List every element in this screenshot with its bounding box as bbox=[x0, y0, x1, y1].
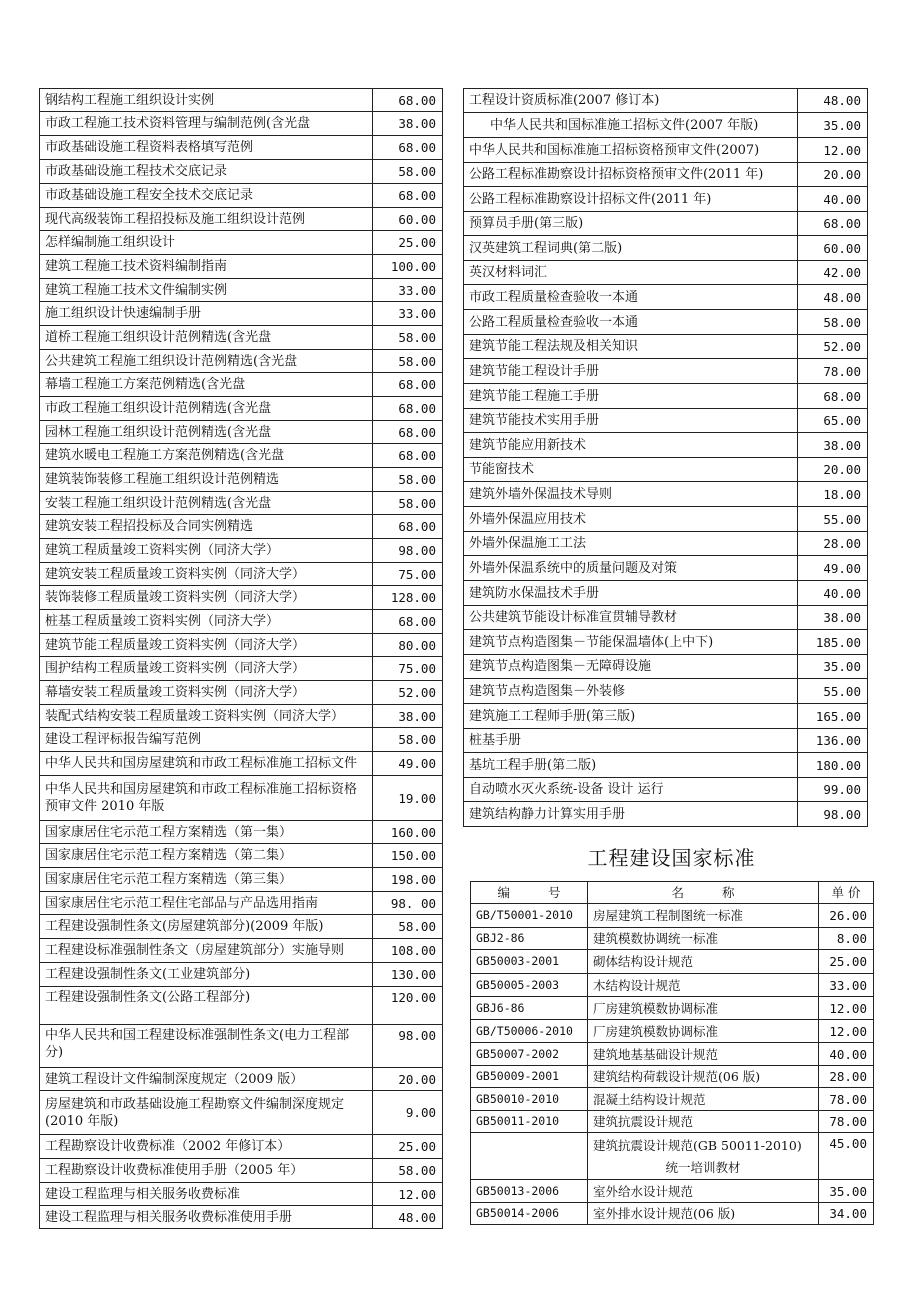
book-price: 180.00 bbox=[798, 753, 868, 778]
standard-row bbox=[471, 1203, 874, 1225]
book-price: 40.00 bbox=[798, 187, 868, 212]
standard-name: 木结构设计规范 bbox=[588, 974, 819, 997]
table-row bbox=[40, 1183, 443, 1206]
book-title: 基坑工程手册(第二版) bbox=[464, 753, 798, 778]
standard-code: GB50014-2006 bbox=[471, 1203, 588, 1225]
table-row bbox=[464, 310, 868, 335]
book-title: 装配式结构安装工程质量竣工资料实例（同济大学） bbox=[40, 705, 373, 728]
table-row bbox=[40, 728, 443, 752]
book-title: 公共建筑工程施工组织设计范例精选(含光盘 bbox=[40, 350, 373, 373]
table-row bbox=[40, 89, 443, 112]
book-title: 市政工程施工技术资料管理与编制范例(含光盘 bbox=[40, 112, 373, 136]
book-price: 38.00 bbox=[798, 606, 868, 630]
book-price: 58.00 bbox=[373, 1159, 443, 1183]
book-title: 建筑节点构造图集－无障碍设施 bbox=[464, 655, 798, 679]
book-price: 18.00 bbox=[798, 482, 868, 507]
standards-table-body bbox=[471, 882, 874, 1225]
standard-name bbox=[588, 1133, 819, 1180]
book-title: 中华人民共和国标准施工招标文件(2007 年版) bbox=[464, 113, 798, 138]
table-row bbox=[40, 868, 443, 892]
book-title: 建筑节能应用新技术 bbox=[464, 433, 798, 458]
standard-row bbox=[471, 1111, 874, 1133]
table-row bbox=[464, 138, 868, 163]
book-title: 中华人民共和国标准施工招标资格预审文件(2007) bbox=[464, 138, 798, 163]
book-title: 公路工程标准勘察设计招标文件(2011 年) bbox=[464, 187, 798, 212]
book-title: 工程建设强制性条文(房屋建筑部分)(2009 年版) bbox=[40, 915, 373, 939]
book-price: 20.00 bbox=[798, 163, 868, 187]
table-row bbox=[40, 1206, 443, 1229]
standard-code: GB/T50006-2010 bbox=[471, 1020, 588, 1043]
book-price: 165.00 bbox=[798, 704, 868, 729]
table-row bbox=[40, 1159, 443, 1183]
left-table-body bbox=[40, 89, 443, 1229]
book-price: 98.00 bbox=[798, 802, 868, 827]
table-row bbox=[464, 507, 868, 532]
book-title: 桩基手册 bbox=[464, 729, 798, 753]
table-row bbox=[40, 892, 443, 915]
book-price: 52.00 bbox=[373, 681, 443, 705]
table-row bbox=[40, 586, 443, 610]
table-row bbox=[40, 939, 443, 963]
table-row bbox=[464, 532, 868, 556]
book-title: 建筑工程设计文件编制深度规定（2009 版） bbox=[40, 1068, 373, 1091]
table-row bbox=[40, 987, 443, 1025]
book-title: 外墙外保温系统中的质量问题及对策 bbox=[464, 556, 798, 581]
standard-name: 建筑抗震设计规范 bbox=[588, 1111, 819, 1133]
book-title: 预算员手册(第三版) bbox=[464, 212, 798, 236]
book-price: 198.00 bbox=[373, 868, 443, 892]
standard-name-line2: 统一培训教材 bbox=[665, 1160, 741, 1175]
book-title: 建筑防水保温技术手册 bbox=[464, 581, 798, 606]
book-title: 建筑安装工程质量竣工资料实例（同济大学） bbox=[40, 563, 373, 586]
book-price: 35.00 bbox=[798, 655, 868, 679]
standard-name: 房屋建筑工程制图统一标准 bbox=[588, 904, 819, 928]
standard-row bbox=[471, 1088, 874, 1111]
standard-name: 厂房建筑模数协调标准 bbox=[588, 1020, 819, 1043]
standard-price: 35.00 bbox=[819, 1180, 874, 1203]
book-price: 120.00 bbox=[373, 987, 443, 1025]
standard-row bbox=[471, 1066, 874, 1088]
right-book-price-table bbox=[463, 88, 868, 827]
book-price: 20.00 bbox=[373, 1068, 443, 1091]
book-price: 48.00 bbox=[798, 89, 868, 113]
book-price: 68.00 bbox=[373, 444, 443, 468]
standard-row bbox=[471, 1043, 874, 1066]
standard-code: GBJ2-86 bbox=[471, 928, 588, 950]
standard-row bbox=[471, 928, 874, 950]
standard-price: 78.00 bbox=[819, 1111, 874, 1133]
book-title: 中华人民共和国房屋建筑和市政工程标准施工招标文件 bbox=[40, 752, 373, 776]
header-price: 单 价 bbox=[819, 882, 874, 904]
book-price: 58.00 bbox=[373, 468, 443, 492]
table-row bbox=[40, 468, 443, 492]
table-row bbox=[464, 113, 868, 138]
table-row bbox=[40, 492, 443, 515]
book-title: 建筑水暖电工程施工方案范例精选(含光盘 bbox=[40, 444, 373, 468]
book-price: 58.00 bbox=[373, 350, 443, 373]
standard-price: 25.00 bbox=[819, 950, 874, 974]
book-title: 道桥工程施工组织设计范例精选(含光盘 bbox=[40, 326, 373, 350]
table-row bbox=[464, 679, 868, 704]
standard-name: 混凝土结构设计规范 bbox=[588, 1088, 819, 1111]
book-title: 国家康居住宅示范工程方案精选（第一集） bbox=[40, 821, 373, 844]
book-price: 58.00 bbox=[373, 160, 443, 184]
book-title: 现代高级装饰工程招投标及施工组织设计范例 bbox=[40, 208, 373, 231]
standard-name: 建筑模数协调统一标准 bbox=[588, 928, 819, 950]
book-title: 自动喷水灭火系统-设备 设计 运行 bbox=[464, 778, 798, 802]
table-row bbox=[40, 136, 443, 160]
book-price: 33.00 bbox=[373, 279, 443, 302]
table-row bbox=[464, 261, 868, 285]
book-price: 68.00 bbox=[373, 610, 443, 634]
book-price: 28.00 bbox=[798, 532, 868, 556]
national-standards-table bbox=[470, 881, 874, 1225]
book-title: 市政基础设施工程安全技术交底记录 bbox=[40, 184, 373, 208]
book-price: 68.00 bbox=[373, 136, 443, 160]
book-title: 中华人民共和国房屋建筑和市政工程标准施工招标资格预审文件 2010 年版 bbox=[40, 776, 373, 821]
book-price: 55.00 bbox=[798, 507, 868, 532]
book-price: 58.00 bbox=[373, 728, 443, 752]
table-row bbox=[464, 458, 868, 482]
book-price: 58.00 bbox=[798, 310, 868, 335]
table-row bbox=[40, 421, 443, 444]
book-price: 20.00 bbox=[798, 458, 868, 482]
table-row bbox=[40, 160, 443, 184]
book-price: 60.00 bbox=[373, 208, 443, 231]
table-row bbox=[464, 163, 868, 187]
table-row bbox=[40, 705, 443, 728]
table-row bbox=[464, 655, 868, 679]
book-price: 38.00 bbox=[373, 705, 443, 728]
book-title: 工程勘察设计收费标准（2002 年修订本） bbox=[40, 1135, 373, 1159]
book-title: 建筑结构静力计算实用手册 bbox=[464, 802, 798, 827]
book-title: 工程建设标准强制性条文（房屋建筑部分）实施导则 bbox=[40, 939, 373, 963]
book-title: 节能窗技术 bbox=[464, 458, 798, 482]
book-price: 58.00 bbox=[373, 326, 443, 350]
book-price: 58.00 bbox=[373, 915, 443, 939]
standard-name: 建筑结构荷载设计规范(06 版) bbox=[588, 1066, 819, 1088]
book-title: 安装工程施工组织设计范例精选(含光盘 bbox=[40, 492, 373, 515]
book-title: 建设工程监理与相关服务收费标准 bbox=[40, 1183, 373, 1206]
table-row bbox=[464, 482, 868, 507]
table-row bbox=[40, 634, 443, 657]
book-title: 国家康居住宅示范工程住宅部品与产品选用指南 bbox=[40, 892, 373, 915]
book-title: 中华人民共和国工程建设标准强制性条文(电力工程部分) bbox=[40, 1025, 373, 1068]
table-row bbox=[464, 212, 868, 236]
book-title: 国家康居住宅示范工程方案精选（第三集） bbox=[40, 868, 373, 892]
standard-price: 45.00 bbox=[819, 1133, 874, 1180]
standard-row bbox=[471, 1020, 874, 1043]
standard-code: GB50010-2010 bbox=[471, 1088, 588, 1111]
table-row bbox=[464, 285, 868, 310]
book-price: 75.00 bbox=[373, 657, 443, 681]
book-price: 49.00 bbox=[798, 556, 868, 581]
table-row bbox=[40, 279, 443, 302]
book-price: 12.00 bbox=[798, 138, 868, 163]
book-price: 75.00 bbox=[373, 563, 443, 586]
book-title: 国家康居住宅示范工程方案精选（第二集） bbox=[40, 844, 373, 868]
book-price: 68.00 bbox=[373, 397, 443, 421]
book-price: 25.00 bbox=[373, 1135, 443, 1159]
table-row bbox=[40, 373, 443, 397]
book-title: 建筑节能工程设计手册 bbox=[464, 359, 798, 384]
book-price: 9.00 bbox=[373, 1091, 443, 1135]
standard-name: 室外给水设计规范 bbox=[588, 1180, 819, 1203]
standard-price: 40.00 bbox=[819, 1043, 874, 1066]
table-row bbox=[40, 326, 443, 350]
book-price: 40.00 bbox=[798, 581, 868, 606]
book-price: 12.00 bbox=[373, 1183, 443, 1206]
table-row bbox=[464, 778, 868, 802]
book-price: 130.00 bbox=[373, 963, 443, 987]
table-row bbox=[40, 1135, 443, 1159]
standard-row bbox=[471, 1180, 874, 1203]
standard-price: 34.00 bbox=[819, 1203, 874, 1225]
table-row bbox=[40, 821, 443, 844]
table-row bbox=[464, 753, 868, 778]
standard-code: GBJ6-86 bbox=[471, 997, 588, 1020]
book-title: 建筑工程施工技术资料编制指南 bbox=[40, 255, 373, 279]
standard-name: 室外排水设计规范(06 版) bbox=[588, 1203, 819, 1225]
book-price: 78.00 bbox=[798, 359, 868, 384]
standard-row bbox=[471, 1133, 874, 1180]
book-title: 市政工程质量检查验收一本通 bbox=[464, 285, 798, 310]
book-price: 98.00 bbox=[373, 539, 443, 563]
book-price: 185.00 bbox=[798, 630, 868, 655]
book-title: 建筑工程质量竣工资料实例（同济大学） bbox=[40, 539, 373, 563]
table-row bbox=[40, 844, 443, 868]
book-price: 48.00 bbox=[373, 1206, 443, 1229]
book-title: 建筑节点构造图集－外装修 bbox=[464, 679, 798, 704]
book-price: 35.00 bbox=[798, 113, 868, 138]
standard-price: 78.00 bbox=[819, 1088, 874, 1111]
book-title: 建筑节能工程施工手册 bbox=[464, 384, 798, 409]
table-row bbox=[464, 581, 868, 606]
standard-code bbox=[471, 1133, 588, 1180]
table-row bbox=[464, 630, 868, 655]
book-price: 42.00 bbox=[798, 261, 868, 285]
book-price: 108.00 bbox=[373, 939, 443, 963]
book-price: 160.00 bbox=[373, 821, 443, 844]
book-title: 公路工程质量检查验收一本通 bbox=[464, 310, 798, 335]
book-price: 99.00 bbox=[798, 778, 868, 802]
standard-price: 26.00 bbox=[819, 904, 874, 928]
book-price: 19.00 bbox=[373, 776, 443, 821]
book-title: 建设工程监理与相关服务收费标准使用手册 bbox=[40, 1206, 373, 1229]
table-row bbox=[40, 563, 443, 586]
book-price: 58.00 bbox=[373, 492, 443, 515]
standards-section-title: 工程建设国家标准 bbox=[587, 846, 756, 870]
right-table-body bbox=[464, 89, 868, 827]
book-title: 建筑工程施工技术文件编制实例 bbox=[40, 279, 373, 302]
table-row bbox=[464, 704, 868, 729]
book-price: 65.00 bbox=[798, 409, 868, 433]
book-price: 68.00 bbox=[373, 515, 443, 539]
table-row bbox=[40, 963, 443, 987]
book-title: 幕墙工程施工方案范例精选(含光盘 bbox=[40, 373, 373, 397]
header-name: 名 称 bbox=[588, 882, 819, 904]
book-title: 公路工程标准勘察设计招标资格预审文件(2011 年) bbox=[464, 163, 798, 187]
table-row bbox=[464, 89, 868, 113]
book-price: 68.00 bbox=[373, 89, 443, 112]
book-price: 55.00 bbox=[798, 679, 868, 704]
table-row bbox=[40, 444, 443, 468]
standard-name: 砌体结构设计规范 bbox=[588, 950, 819, 974]
table-row bbox=[40, 255, 443, 279]
book-title: 装饰装修工程质量竣工资料实例（同济大学） bbox=[40, 586, 373, 610]
table-row bbox=[464, 433, 868, 458]
book-title: 公共建筑节能设计标准宣贯辅导教材 bbox=[464, 606, 798, 630]
standard-name: 厂房建筑模数协调标准 bbox=[588, 997, 819, 1020]
table-row bbox=[40, 208, 443, 231]
table-row bbox=[464, 556, 868, 581]
book-title: 外墙外保温施工工法 bbox=[464, 532, 798, 556]
book-price: 38.00 bbox=[373, 112, 443, 136]
book-title: 幕墙安装工程质量竣工资料实例（同济大学） bbox=[40, 681, 373, 705]
book-title: 建筑节能技术实用手册 bbox=[464, 409, 798, 433]
book-title: 建筑节能工程法规及相关知识 bbox=[464, 335, 798, 359]
book-price: 68.00 bbox=[373, 421, 443, 444]
table-row bbox=[464, 729, 868, 753]
header-code: 编 号 bbox=[471, 882, 588, 904]
standard-code: GB50005-2003 bbox=[471, 974, 588, 997]
standard-code: GB50009-2001 bbox=[471, 1066, 588, 1088]
book-price: 49.00 bbox=[373, 752, 443, 776]
book-title: 园林工程施工组织设计范例精选(含光盘 bbox=[40, 421, 373, 444]
table-row bbox=[464, 236, 868, 261]
book-title: 建筑外墙外保温技术导则 bbox=[464, 482, 798, 507]
book-title: 英汉材料词汇 bbox=[464, 261, 798, 285]
table-row bbox=[464, 802, 868, 827]
book-title: 钢结构工程施工组织设计实例 bbox=[40, 89, 373, 112]
standards-header-row bbox=[471, 882, 874, 904]
book-title: 桩基工程质量竣工资料实例（同济大学） bbox=[40, 610, 373, 634]
book-price: 80.00 bbox=[373, 634, 443, 657]
standard-price: 12.00 bbox=[819, 997, 874, 1020]
table-row bbox=[40, 231, 443, 255]
book-price: 100.00 bbox=[373, 255, 443, 279]
table-row bbox=[464, 359, 868, 384]
book-price: 68.00 bbox=[798, 212, 868, 236]
book-title: 建筑安装工程招投标及合同实例精选 bbox=[40, 515, 373, 539]
table-row bbox=[40, 776, 443, 821]
table-row bbox=[464, 409, 868, 433]
book-title: 建筑装饰装修工程施工组织设计范例精选 bbox=[40, 468, 373, 492]
table-row bbox=[40, 1025, 443, 1068]
book-price: 68.00 bbox=[373, 373, 443, 397]
book-price: 48.00 bbox=[798, 285, 868, 310]
standard-row bbox=[471, 974, 874, 997]
book-price: 150.00 bbox=[373, 844, 443, 868]
book-price: 60.00 bbox=[798, 236, 868, 261]
book-title: 汉英建筑工程词典(第二版) bbox=[464, 236, 798, 261]
book-title: 工程设计资质标准(2007 修订本) bbox=[464, 89, 798, 113]
table-row bbox=[40, 681, 443, 705]
table-row bbox=[40, 184, 443, 208]
book-title: 建设工程评标报告编写范例 bbox=[40, 728, 373, 752]
table-row bbox=[40, 915, 443, 939]
table-row bbox=[40, 657, 443, 681]
standard-price: 33.00 bbox=[819, 974, 874, 997]
standard-price: 12.00 bbox=[819, 1020, 874, 1043]
standard-code: GB/T50001-2010 bbox=[471, 904, 588, 928]
book-price: 98.00 bbox=[373, 1025, 443, 1068]
table-row bbox=[40, 752, 443, 776]
standard-name: 建筑地基基础设计规范 bbox=[588, 1043, 819, 1066]
table-row bbox=[40, 1068, 443, 1091]
book-title: 围护结构工程质量竣工资料实例（同济大学） bbox=[40, 657, 373, 681]
table-row bbox=[40, 302, 443, 326]
book-price: 128.00 bbox=[373, 586, 443, 610]
book-price: 33.00 bbox=[373, 302, 443, 326]
book-title: 施工组织设计快速编制手册 bbox=[40, 302, 373, 326]
standard-row bbox=[471, 904, 874, 928]
left-book-price-table bbox=[39, 88, 443, 1229]
standard-name-line1: 建筑抗震设计规范(GB 50011-2010) bbox=[593, 1138, 802, 1153]
standard-code: GB50013-2006 bbox=[471, 1180, 588, 1203]
book-title: 市政基础设施工程技术交底记录 bbox=[40, 160, 373, 184]
table-row bbox=[40, 112, 443, 136]
standard-code: GB50007-2002 bbox=[471, 1043, 588, 1066]
table-row bbox=[464, 384, 868, 409]
book-title: 工程建设强制性条文(工业建筑部分) bbox=[40, 963, 373, 987]
table-row bbox=[464, 606, 868, 630]
table-row bbox=[464, 335, 868, 359]
book-price: 68.00 bbox=[798, 384, 868, 409]
standard-row bbox=[471, 997, 874, 1020]
standard-row bbox=[471, 950, 874, 974]
book-price: 136.00 bbox=[798, 729, 868, 753]
book-title: 怎样编制施工组织设计 bbox=[40, 231, 373, 255]
book-price: 52.00 bbox=[798, 335, 868, 359]
table-row bbox=[40, 350, 443, 373]
standard-price: 28.00 bbox=[819, 1066, 874, 1088]
book-price: 98. 00 bbox=[373, 892, 443, 915]
book-title: 建筑施工工程师手册(第三版) bbox=[464, 704, 798, 729]
table-row bbox=[464, 187, 868, 212]
book-title: 房屋建筑和市政基础设施工程勘察文件编制深度规定(2010 年版) bbox=[40, 1091, 373, 1135]
book-title: 建筑节点构造图集－节能保温墙体(上中下) bbox=[464, 630, 798, 655]
book-title: 外墙外保温应用技术 bbox=[464, 507, 798, 532]
book-title: 市政基础设施工程资料表格填写范例 bbox=[40, 136, 373, 160]
book-title: 工程勘察设计收费标准使用手册（2005 年） bbox=[40, 1159, 373, 1183]
standard-price: 8.00 bbox=[819, 928, 874, 950]
book-price: 68.00 bbox=[373, 184, 443, 208]
table-row bbox=[40, 515, 443, 539]
book-price: 38.00 bbox=[798, 433, 868, 458]
book-title: 建筑节能工程质量竣工资料实例（同济大学） bbox=[40, 634, 373, 657]
standard-code: GB50003-2001 bbox=[471, 950, 588, 974]
table-row bbox=[40, 610, 443, 634]
standard-code: GB50011-2010 bbox=[471, 1111, 588, 1133]
table-row bbox=[40, 539, 443, 563]
table-row bbox=[40, 397, 443, 421]
book-title: 市政工程施工组织设计范例精选(含光盘 bbox=[40, 397, 373, 421]
book-title: 工程建设强制性条文(公路工程部分) bbox=[40, 987, 373, 1025]
table-row bbox=[40, 1091, 443, 1135]
book-price: 25.00 bbox=[373, 231, 443, 255]
